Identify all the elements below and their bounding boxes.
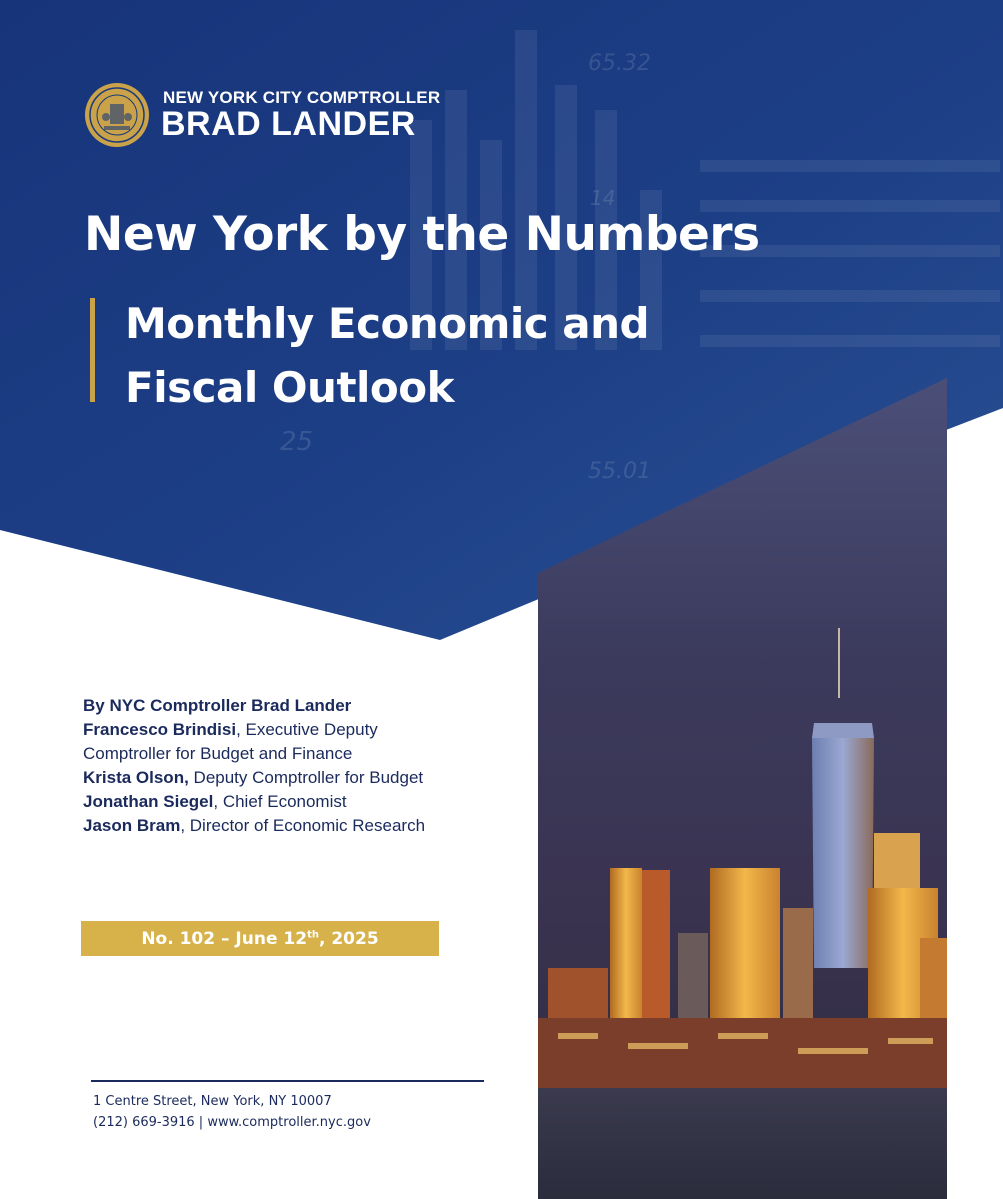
issue-suffix: , 2025	[318, 929, 379, 949]
accent-bar	[90, 298, 95, 402]
author-entry	[83, 790, 463, 814]
bg-number-3: 25	[280, 427, 314, 457]
author-entry	[83, 766, 463, 790]
subtitle-line-1: Monthly Economic and	[125, 299, 650, 348]
author-role: Deputy Comptroller for Budget	[188, 768, 424, 787]
author-role: , Director of Economic Research	[180, 816, 426, 835]
author-name: By NYC Comptroller Brad Lander	[83, 696, 352, 715]
author-name: Krista Olson,	[83, 768, 189, 787]
office-name: NEW YORK CITY COMPTROLLER	[163, 88, 441, 107]
issue-prefix: No. 102 – June 12	[141, 929, 308, 949]
phone-and-website: (212) 669-3916 | www.comptroller.nyc.gov	[93, 1115, 371, 1130]
comptroller-name: BRAD LANDER	[161, 105, 416, 143]
author-entry	[83, 718, 463, 766]
author-entry	[83, 694, 463, 718]
subtitle-line-2: Fiscal Outlook	[125, 363, 455, 412]
skyline-photo	[538, 378, 947, 1199]
bg-number-4: 55.01	[588, 459, 651, 484]
issue-badge	[81, 921, 439, 956]
report-title: New York by the Numbers	[84, 207, 760, 262]
author-role: , Chief Economist	[213, 792, 347, 811]
author-list	[83, 694, 463, 838]
issue-ordinal: th	[307, 929, 319, 941]
author-name: Francesco Brindisi	[83, 720, 237, 739]
bg-number-1: 65.32	[588, 51, 651, 76]
street-address: 1 Centre Street, New York, NY 10007	[93, 1094, 332, 1109]
footer-divider	[91, 1080, 484, 1082]
author-entry	[83, 814, 463, 838]
author-name: Jonathan Siegel	[83, 792, 214, 811]
bg-number-2: 14	[590, 186, 616, 210]
author-role: , Executive Deputy Comptroller for Budget and Finance	[83, 720, 378, 763]
city-seal-icon	[84, 82, 150, 148]
contact-block	[93, 1091, 371, 1133]
author-name: Jason Bram	[83, 816, 181, 835]
